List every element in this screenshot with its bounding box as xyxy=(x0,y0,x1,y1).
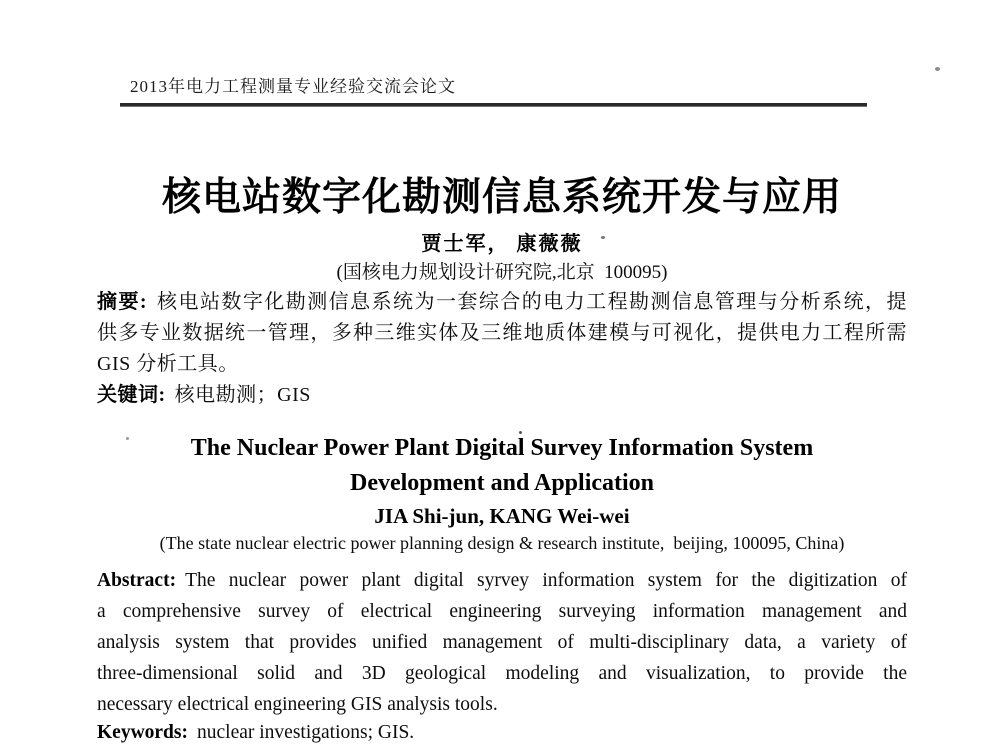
paper-title-en-line1: The Nuclear Power Plant Digital Survey Information System xyxy=(190,435,814,461)
scan-artifact xyxy=(126,437,129,440)
abstract-en-line: a comprehensive survey of electrical engineering surveying information management and xyxy=(97,601,907,622)
abstract-zh-line: GIS 分析工具。 xyxy=(97,353,239,375)
abstract-zh-label: 摘要: xyxy=(97,291,148,313)
abstract-en-label: Abstract: xyxy=(97,570,177,591)
affiliation-zh: (国核电力规划设计研究院,北京 100095) xyxy=(336,262,668,283)
header-divider xyxy=(120,103,867,107)
affiliation-en: (The state nuclear electric power planning design & research institute, beijing, 100095, China) xyxy=(159,533,845,553)
keywords-zh xyxy=(97,380,907,411)
abstract-en-text: The nuclear power plant digital syrvey information system for the digitization of xyxy=(185,570,907,591)
authors-zh: 贾士军， 康薇薇 xyxy=(421,233,583,255)
abstract-zh xyxy=(97,287,907,411)
conference-header: 2013年电力工程测量专业经验交流会论文 xyxy=(130,77,456,96)
keywords-en-label: Keywords: xyxy=(97,722,188,743)
abstract-en xyxy=(97,565,907,720)
keywords-en xyxy=(97,717,907,748)
abstract-en-line: three-dimensional solid and 3D geological modeling and visualization, to provide the xyxy=(97,663,907,684)
abstract-zh-line: 供多专业数据统一管理，多种三维实体及三维地质体建模与可视化，提供电力工程所需 xyxy=(97,322,907,344)
paper-title-en-line2: Development and Application xyxy=(349,470,655,496)
scan-artifact xyxy=(601,236,605,239)
authors-en: JIA Shi-jun, KANG Wei-wei xyxy=(374,504,630,528)
abstract-en-line xyxy=(97,565,907,596)
abstract-en-line: analysis system that provides unified management of multi-disciplinary data, a variety of xyxy=(97,632,907,653)
abstract-en-line: necessary electrical engineering GIS analysis tools. xyxy=(97,694,498,715)
abstract-zh-text: 核电站数字化勘测信息系统为一套综合的电力工程勘测信息管理与分析系统，提 xyxy=(156,291,907,313)
keywords-en-text: nuclear investigations; GIS. xyxy=(197,722,415,743)
keywords-zh-text: 核电勘测；GIS xyxy=(174,384,311,406)
paper-title-zh: 核电站数字化勘测信息系统开发与应用 xyxy=(161,176,842,219)
scan-artifact xyxy=(935,67,940,71)
abstract-zh-line xyxy=(97,287,907,318)
keywords-zh-label: 关键词: xyxy=(97,384,166,406)
scan-artifact xyxy=(519,431,522,434)
